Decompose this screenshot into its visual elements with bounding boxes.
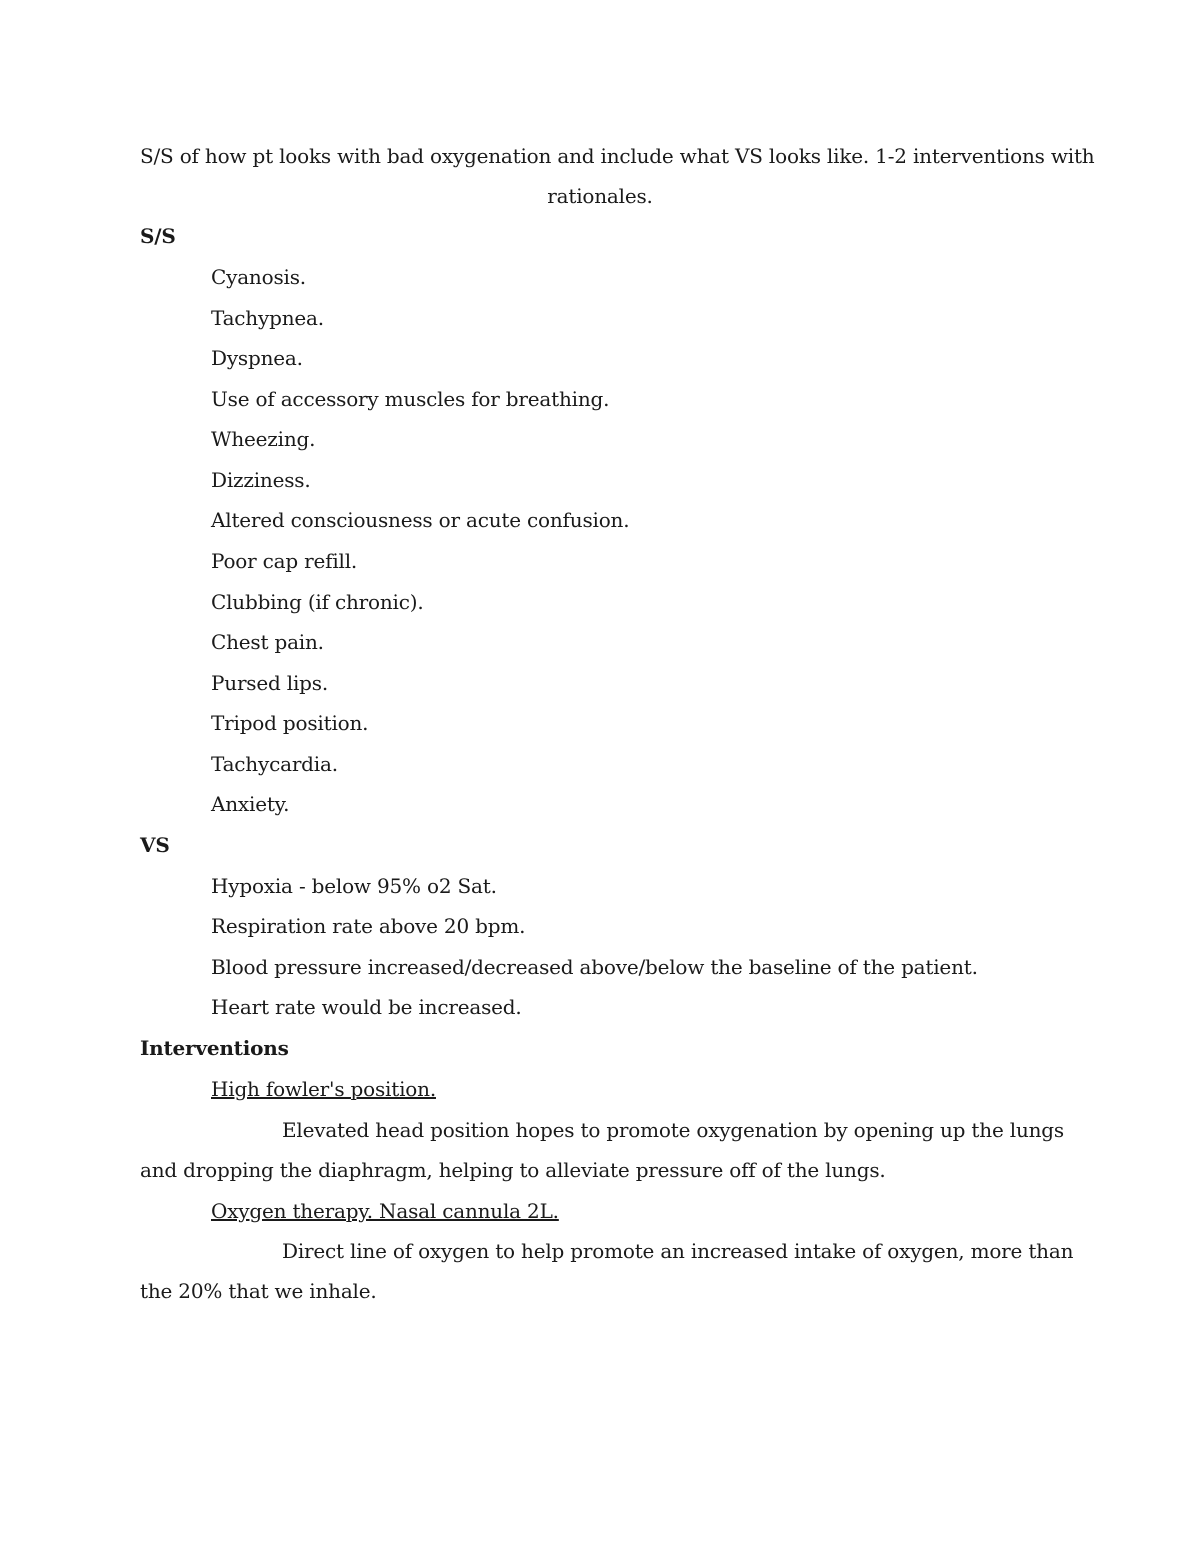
vs-item: Hypoxia - below 95% o2 Sat.	[211, 874, 497, 898]
ss-item: Cyanosis.	[211, 265, 306, 289]
intervention-title: Oxygen therapy. Nasal cannula 2L.	[211, 1199, 559, 1223]
vs-item: Blood pressure increased/decreased above/below the baseline of the patient.	[211, 955, 978, 979]
ss-item: Tachycardia.	[211, 752, 338, 776]
ss-item: Clubbing (if chronic).	[211, 590, 424, 614]
vs-heading: VS	[140, 833, 170, 857]
ss-heading: S/S	[140, 224, 176, 248]
prompt-line-1: S/S of how pt looks with bad oxygenation and include what VS looks like. 1-2 interventions with	[140, 144, 1095, 168]
ss-item: Wheezing.	[211, 427, 316, 451]
ss-item: Chest pain.	[211, 630, 324, 654]
ss-item: Pursed lips.	[211, 671, 328, 695]
ss-item: Altered consciousness or acute confusion.	[211, 508, 630, 532]
vs-item: Respiration rate above 20 bpm.	[211, 914, 526, 938]
intervention-rationale-cont: and dropping the diaphragm, helping to alleviate pressure off of the lungs.	[140, 1158, 886, 1182]
prompt-line-2: rationales.	[547, 184, 653, 208]
ss-item: Tripod position.	[211, 711, 369, 735]
ss-item: Use of accessory muscles for breathing.	[211, 387, 610, 411]
ss-item: Poor cap refill.	[211, 549, 358, 573]
ss-item: Tachypnea.	[211, 306, 324, 330]
intervention-title: High fowler's position.	[211, 1077, 436, 1101]
ss-item: Dyspnea.	[211, 346, 303, 370]
ss-item: Dizziness.	[211, 468, 311, 492]
intervention-rationale-cont: the 20% that we inhale.	[140, 1279, 377, 1303]
intervention-rationale: Elevated head position hopes to promote oxygenation by opening up the lungs	[282, 1118, 1064, 1142]
ss-item: Anxiety.	[211, 792, 290, 816]
interventions-heading: Interventions	[140, 1036, 289, 1060]
intervention-rationale: Direct line of oxygen to help promote an increased intake of oxygen, more than	[282, 1239, 1074, 1263]
vs-item: Heart rate would be increased.	[211, 995, 522, 1019]
